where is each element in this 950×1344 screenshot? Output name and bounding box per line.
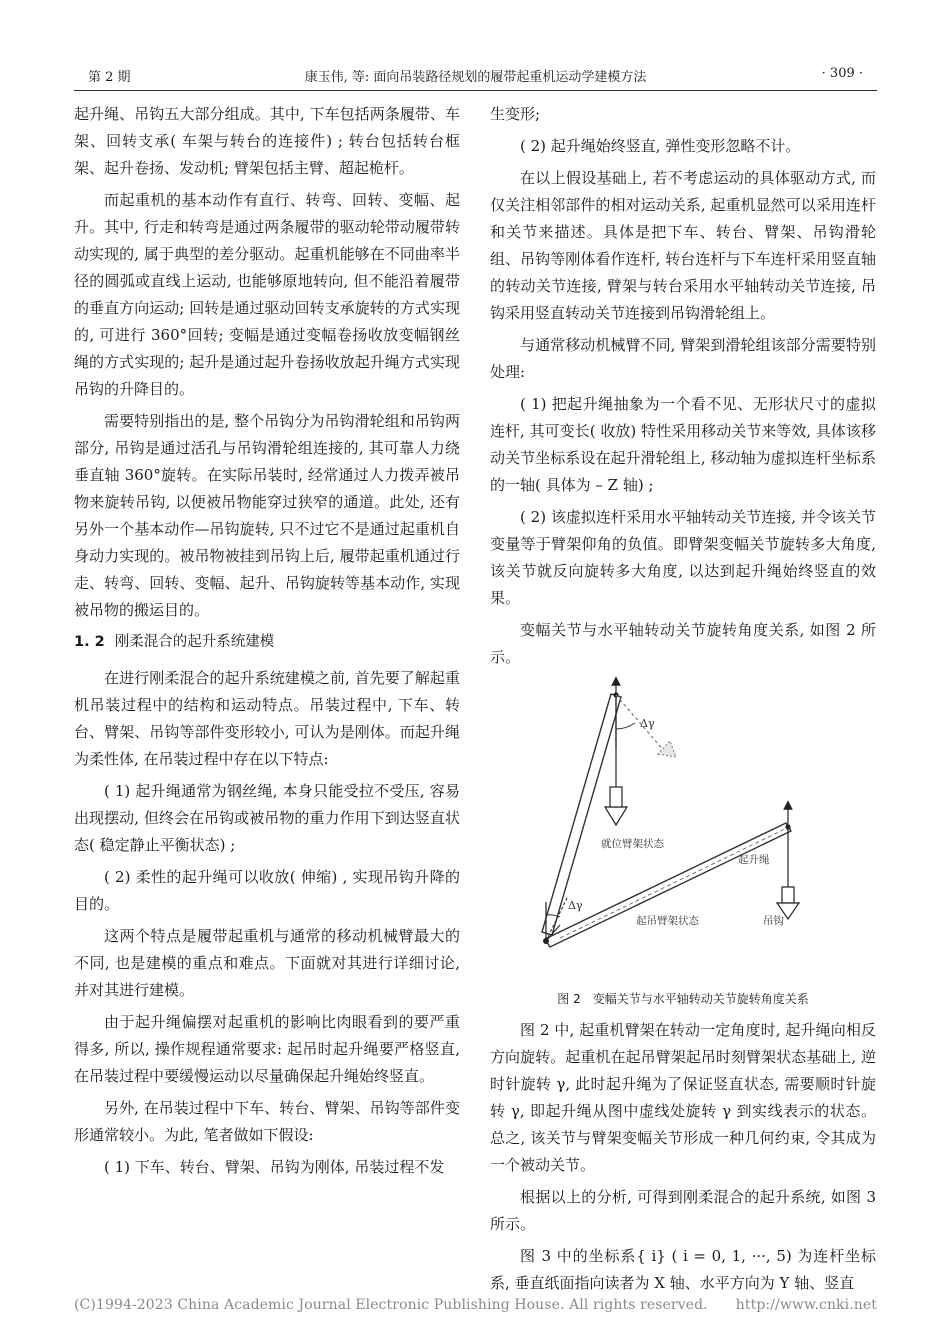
section-number: 1. 2	[74, 634, 105, 650]
issue-number: 第 2 期	[88, 70, 131, 85]
paragraph: 生变形;	[490, 105, 541, 123]
paragraph: 根据以上的分析, 可得到刚柔混合的起升系统, 如图 3 所示。	[490, 1188, 876, 1233]
left-column	[74, 101, 460, 1186]
paragraph: ( 2) 起升绳始终竖直, 弹性变形忽略不计。	[520, 137, 801, 155]
paragraph: 需要特别指出的是, 整个吊钩分为吊钩滑轮组和吊钩两部分, 吊钩是通过活孔与吊钩滑轮组连接的, 其可靠人力绕垂直轴 360°旋转。在实际吊装时, 经常通过人力拨弄被吊物来旋转吊钩, 以便被吊物能穿过狭窄的通道。此处, 还有另外一个基本动作—吊钩旋转, 只不过它不是通过起重机自身动力实现的。被吊物被挂到吊钩上后, 履带起重机通过行走、转弯、回转、变幅、起升、吊钩旋转等基本动作, 实现被吊物的搬运目的。	[74, 412, 460, 619]
footer-url: http://www.cnki.net	[735, 1297, 877, 1313]
section-title: 刚柔混合的起升系统建模	[114, 634, 275, 650]
figure-caption	[490, 989, 876, 1009]
paragraph: 而起重机的基本动作有直行、转弯、回转、变幅、起升。其中, 行走和转弯是通过两条履带的驱动轮带动履带转动实现的, 属于典型的差分驱动。起重机能够在不同曲率半径的圆弧或直线上运动, 也能够原地转向, 但不能沿着履带的垂直方向运动; 回转是通过驱动回转支承旋转的方式实现的, 可进行 360°回转; 变幅是通过变幅卷扬收放变幅钢丝绳的方式实现的; 起升是通过起升卷扬收放起升绳方式实现吊钩的升降目的。	[74, 191, 460, 398]
placed-boom-label: 就位臂架状态	[601, 838, 664, 850]
paragraph: ( 1) 把起升绳抽象为一个看不见、无形状尺寸的虚拟连杆, 其可变长( 收放) 特性采用移动关节来等效, 具体该移动关节坐标系设在起升滑轮组上, 移动轴为虚拟连杆坐标系的一轴( 具体为 – Z 轴) ;	[490, 395, 876, 494]
delta-gamma-top-label: Δγ	[640, 717, 655, 730]
paragraph: 图 2 中, 起重机臂架在转动一定角度时, 起升绳向相反方向旋转。起重机在起吊臂架起吊时刻臂架状态基础上, 逆时针旋转 γ, 此时起升绳为了保证竖直状态, 需要顺时针旋转 γ, 即起升绳从图中虚线处旋转 γ 到实线表示的状态。总之, 该关节与臂架变幅关节形成一种几何约束, 令其成为一个被动关节。	[490, 1021, 876, 1174]
paragraph: 图 3 中的坐标系{ i} ( i = 0, 1, ···, 5) 为连杆坐标系, 垂直纸面指向读者为 X 轴、水平方向为 Y 轴、竖直	[490, 1247, 876, 1292]
figure-2	[490, 677, 876, 987]
lifting-boom-label: 起吊臂架状态	[636, 915, 699, 927]
page-footer	[74, 1297, 877, 1313]
boom-angle-diagram	[490, 677, 876, 987]
paragraph: ( 2) 柔性的起升绳可以收放( 伸缩) , 实现吊钩升降的目的。	[74, 868, 460, 913]
copyright-notice: (C)1994-2023 China Academic Journal Electronic Publishing House. All rights reserved.	[74, 1297, 708, 1313]
paragraph: 另外, 在吊装过程中下车、转台、臂架、吊钩等部件变形通常较小。为此, 笔者做如下假设:	[74, 1099, 460, 1144]
lifting-boom	[545, 823, 791, 947]
paragraph: 与通常移动机械臂不同, 臂架到滑轮组该部分需要特别处理:	[490, 336, 876, 381]
paragraph: 在进行刚柔混合的起升系统建模之前, 首先要了解起重机吊装过程中的结构和运动特点。吊装过程中, 下车、转台、臂架、吊钩等部件变形较小, 可认为是刚体。而起升绳为柔性体, 在吊装过程中存在以下特点:	[74, 669, 460, 768]
right-vertical-axis	[777, 805, 799, 919]
hoist-rope-label: 起升绳	[738, 854, 770, 866]
page-number: · 309 ·	[821, 66, 863, 81]
paragraph: ( 2) 该虚拟连杆采用水平轴转动关节连接, 并令该关节变量等于臂架仰角的负值。即臂架变幅关节旋转多大角度, 该关节就反向旋转多大角度, 以达到起升绳始终竖直的效果。	[490, 508, 876, 607]
paragraph: 由于起升绳偏摆对起重机的影响比肉眼看到的要严重得多, 所以, 操作规程通常要求: 起吊时起升绳要严格竖直, 在吊装过程中要缓慢运动以尽量确保起升绳始终竖直。	[74, 1013, 460, 1085]
paragraph: 起升绳、吊钩五大部分组成。其中, 下车包括两条履带、车架、回转支承( 车架与转台的连接件) ; 转台包括转台框架、起升卷扬、发动机; 臂架包括主臂、超起桅杆。	[74, 105, 460, 177]
paragraph: 这两个特点是履带起重机与通常的移动机械臂最大的不同, 也是建模的重点和难点。下面就对其进行详细讨论, 并对其进行建模。	[74, 927, 460, 999]
section-heading	[74, 629, 460, 656]
running-title: 康玉伟, 等: 面向吊装路径规划的履带起重机运动学建模方法	[304, 70, 647, 85]
hook-label: 吊钩	[763, 915, 784, 927]
figure-number: 图 2	[557, 992, 581, 1006]
delta-gamma-bottom-label: Δγ	[568, 899, 583, 912]
page-header	[74, 64, 877, 90]
paragraph: ( 1) 起升绳通常为钢丝绳, 本身只能受拉不受压, 容易出现摆动, 但终会在吊钩或被吊物的重力作用下到达竖直状态( 稳定静止平衡状态) ;	[74, 782, 460, 854]
header-rule	[74, 90, 877, 91]
right-column	[490, 101, 876, 1302]
figure-caption-text: 变幅关节与水平轴转动关节旋转角度关系	[592, 992, 809, 1006]
paragraph: 变幅关节与水平轴转动关节旋转角度关系, 如图 2 所示。	[490, 621, 876, 666]
paragraph: 在以上假设基础上, 若不考虑运动的具体驱动方式, 而仅关注相邻部件的相对运动关系, 起重机显然可以采用连杆和关节来描述。具体是把下车、转台、臂架、吊钩滑轮组、吊钩等刚体看作连杆, 转台连杆与下车连杆采用竖直轴的转动关节连接, 臂架与转台采用水平轴转动关节连接, 吊钩采用竖直转动关节连接到吊钩滑轮组上。	[490, 169, 876, 322]
paragraph: ( 1) 下车、转台、臂架、吊钩为刚体, 吊装过程不发	[104, 1158, 445, 1176]
